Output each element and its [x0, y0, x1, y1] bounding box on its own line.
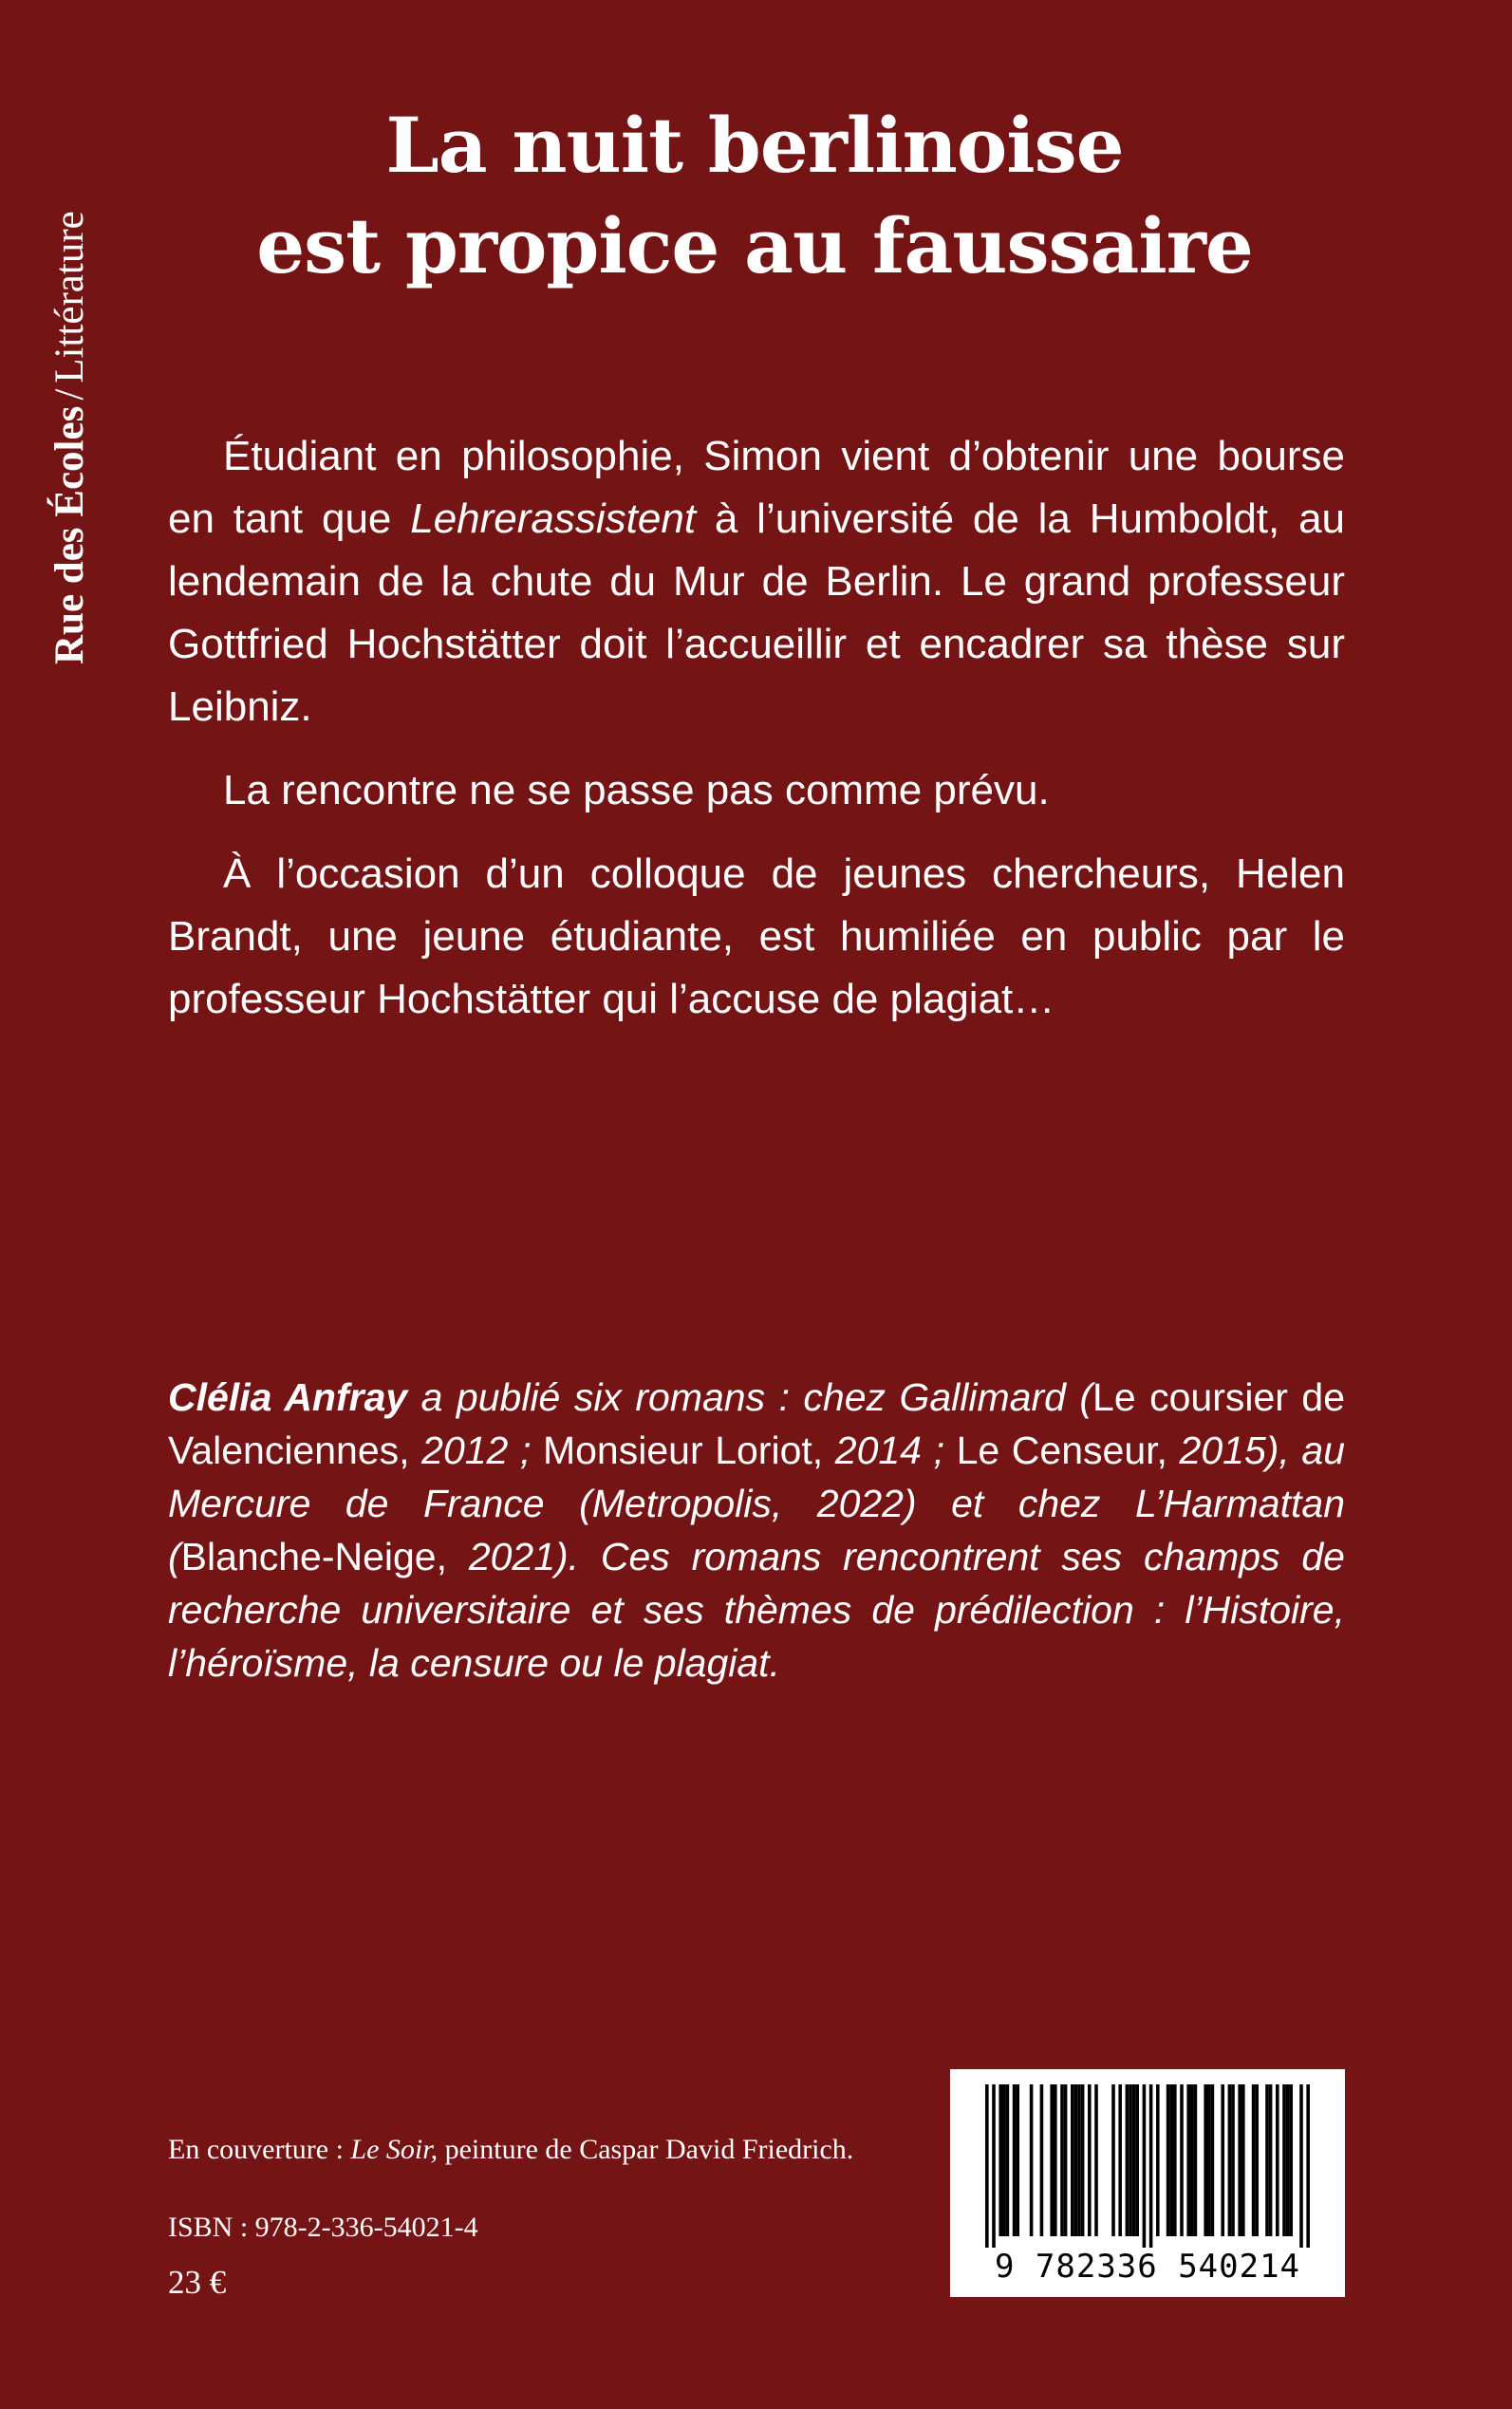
- barcode: [950, 2069, 1345, 2297]
- barcode-bar: [1276, 2084, 1279, 2236]
- barcode-bar: [1194, 2084, 1198, 2236]
- spine-separator: /: [47, 388, 92, 401]
- barcode-bar: [1167, 2084, 1170, 2236]
- barcode-bar: [985, 2084, 989, 2248]
- barcode-bar: [1269, 2084, 1273, 2236]
- barcode-bar: [1088, 2084, 1092, 2236]
- barcode-bar: [1040, 2084, 1044, 2236]
- price: 23 €: [168, 2264, 227, 2301]
- barcode-bar: [1231, 2084, 1235, 2236]
- barcode-bar: [1006, 2084, 1010, 2236]
- spine-text: [49, 211, 90, 664]
- barcode-bar: [1169, 2084, 1173, 2236]
- barcode-bar: [1050, 2084, 1054, 2236]
- barcode-bar: [1143, 2084, 1147, 2248]
- summary-paragraph-2: La rencontre ne se passe pas comme prévu.: [223, 767, 1050, 813]
- barcode-bar: [1238, 2084, 1241, 2236]
- barcode-bar: [1221, 2084, 1224, 2236]
- barcode-bar: [1299, 2084, 1303, 2248]
- barcode-bar: [1111, 2084, 1115, 2236]
- barcode-bar: [1207, 2084, 1211, 2236]
- summary-paragraph-3: À l’occasion d’un colloque de jeunes chercheurs, Helen Brandt, une jeune étudiante, est humiliée en public par le professeur Hochstätter qui l’accuse de plagiat…: [168, 850, 1345, 1022]
- barcode-bar: [1180, 2084, 1184, 2236]
- barcode-bar: [1173, 2084, 1177, 2236]
- barcode-bar: [1228, 2084, 1232, 2236]
- cover-credit: En couverture : Le Soir, peinture de Caspar David Friedrich.: [168, 2134, 854, 2165]
- title-line-2: est propice au faussaire: [256, 201, 1253, 290]
- barcode-digits: 9 782336 540214: [994, 2248, 1301, 2286]
- barcode-bar: [1030, 2084, 1034, 2236]
- barcode-bar: [1129, 2084, 1132, 2236]
- collection-name: Rue des Écoles: [47, 405, 92, 664]
- book-title-2: Monsieur Loriot,: [542, 1429, 824, 1472]
- barcode-bar: [1013, 2084, 1017, 2236]
- summary: [168, 425, 1345, 1052]
- barcode-bar: [1118, 2084, 1122, 2236]
- book-title-4: Blanche-Neige,: [180, 1535, 447, 1578]
- barcode-bar: [992, 2084, 996, 2248]
- barcode-bar: [1306, 2084, 1310, 2248]
- barcode-bar: [1241, 2084, 1245, 2236]
- barcode-bar: [1132, 2084, 1136, 2236]
- barcode-bar: [1094, 2084, 1098, 2236]
- barcode-bar: [1002, 2084, 1006, 2236]
- barcode-bar: [1077, 2084, 1081, 2236]
- summary-paragraph-1: Étudiant en philosophie, Simon vient d’obtenir une bourse en tant que Lehrerassistent à l’université de la Humboldt, au lendemain de la chute du Mur de Berlin. Le grand professeur Gottfried Hochstätter doit l’accueillir et encadrer sa thèse sur Leibniz.: [168, 433, 1346, 730]
- author-bio: Clélia Anfray a publié six romans : chez Gallimard (Le coursier de Valenciennes, 2012 ; Monsieur Loriot, 2014 ; Le Censeur, 2015), au Mercure de France (Metropolis, 2022) et chez L’Harmattan (Blanche-Neige, 2021). Ces romans rencontrent ses champs de recherche universitaire et ses thèmes de prédilection : l’Histoire, l’héroïsme, la censure ou le plagiat.: [168, 1375, 1346, 1685]
- barcode-bar: [1282, 2084, 1286, 2236]
- barcode-bar: [1135, 2084, 1139, 2236]
- barcode-bar: [1255, 2084, 1259, 2236]
- barcode-bars: [950, 2069, 1345, 2250]
- genre-name: Littérature: [47, 211, 92, 383]
- summary-italic-term: Lehrerassistent: [410, 495, 697, 542]
- isbn: ISBN : 978-2-336-54021-4: [168, 2212, 478, 2243]
- barcode-bar: [1074, 2084, 1078, 2236]
- barcode-bar: [1054, 2084, 1057, 2236]
- barcode-bar: [1060, 2084, 1064, 2236]
- barcode-bar: [1149, 2084, 1153, 2248]
- barcode-bar: [999, 2084, 1002, 2236]
- barcode-bar: [1211, 2084, 1215, 2236]
- author-name: Clélia Anfray: [168, 1375, 408, 1419]
- barcode-bar: [1265, 2084, 1269, 2236]
- barcode-bar: [1016, 2084, 1019, 2236]
- barcode-bar: [1081, 2084, 1085, 2236]
- barcode-bar: [1071, 2084, 1074, 2236]
- barcode-bar: [1204, 2084, 1207, 2236]
- barcode-bar: [1186, 2084, 1190, 2236]
- book-title: [190, 95, 1319, 296]
- title-line-1: La nuit berlinoise: [385, 101, 1124, 190]
- barcode-bar: [1286, 2084, 1290, 2236]
- barcode-bar: [1289, 2084, 1293, 2236]
- painting-title: Le Soir,: [350, 2134, 439, 2165]
- barcode-bar: [1126, 2084, 1129, 2236]
- book-title-1: Le coursier de Valenciennes,: [168, 1375, 1346, 1472]
- barcode-bar: [1252, 2084, 1256, 2236]
- barcode-bar: [1156, 2084, 1160, 2236]
- barcode-bar: [1190, 2084, 1194, 2236]
- barcode-bar: [1064, 2084, 1068, 2236]
- book-title-3: Le Censeur,: [956, 1429, 1167, 1472]
